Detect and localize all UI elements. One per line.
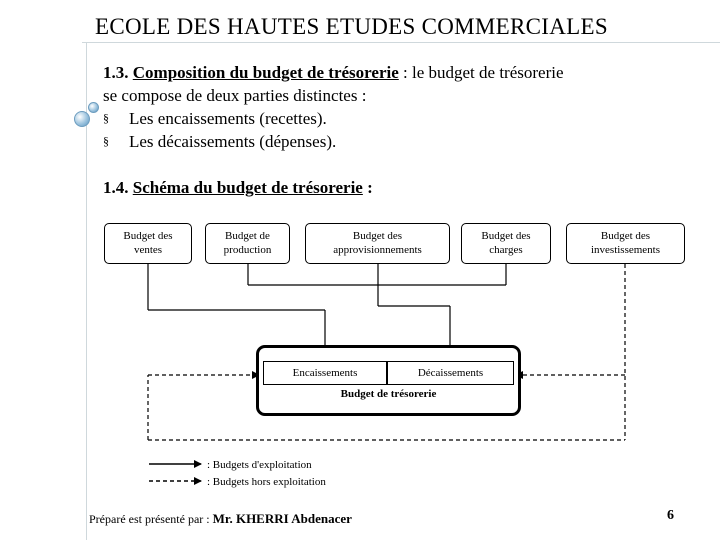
section-1-4-colon: : xyxy=(362,178,373,197)
box-line: charges xyxy=(489,244,523,256)
section-1-3-number: 1.3. xyxy=(103,63,129,82)
bullet-marker: § xyxy=(103,134,109,148)
box-line: Budget des xyxy=(123,230,173,242)
box-budget-ventes xyxy=(104,223,192,264)
box-decaissements: Décaissements xyxy=(387,361,514,385)
box-line: production xyxy=(223,244,272,256)
footer-prepared: Préparé est présenté par : xyxy=(89,512,210,526)
tresorerie-label: Budget de trésorerie xyxy=(340,388,437,400)
box-line: approvisionnements xyxy=(333,244,422,256)
box-budget-production xyxy=(205,223,290,264)
bullet-text: Les encaissements (recettes). xyxy=(129,109,327,128)
section-1-4-heading: Schéma du budget de trésorerie xyxy=(132,178,363,197)
legend-dashed-label: : Budgets hors exploitation xyxy=(207,476,326,488)
section-1-3-heading: Composition du budget de trésorerie xyxy=(132,63,399,82)
box-line: ventes xyxy=(133,244,163,256)
box-encaissements: Encaissements xyxy=(263,361,387,385)
box-line: Budget des xyxy=(600,230,651,242)
box-line: Budget des xyxy=(481,230,531,242)
bullet-text: Les décaissements (dépenses). xyxy=(129,132,337,151)
legend-solid-label: : Budgets d'exploitation xyxy=(207,459,312,471)
box-budget-approvisionnements xyxy=(305,223,450,264)
section-1-3-intro: : le budget de trésorerie xyxy=(398,63,564,82)
box-budget-charges xyxy=(461,223,551,264)
box-line: Budget des xyxy=(352,230,403,242)
section-1-4-number: 1.4. xyxy=(103,178,129,197)
footer-author: Mr. KHERRI Abdenacer xyxy=(212,511,352,526)
page-title: ECOLE DES HAUTES ETUDES COMMERCIALES xyxy=(95,14,608,39)
box-budget-investissements xyxy=(566,223,685,264)
page-number: 6 xyxy=(667,508,674,523)
section-1-3-line2: se compose de deux parties distinctes : xyxy=(103,86,367,105)
bullet-marker: § xyxy=(103,111,109,125)
box-line: Budget de xyxy=(225,230,270,242)
box-line: investissements xyxy=(590,244,661,256)
footer xyxy=(89,511,352,527)
